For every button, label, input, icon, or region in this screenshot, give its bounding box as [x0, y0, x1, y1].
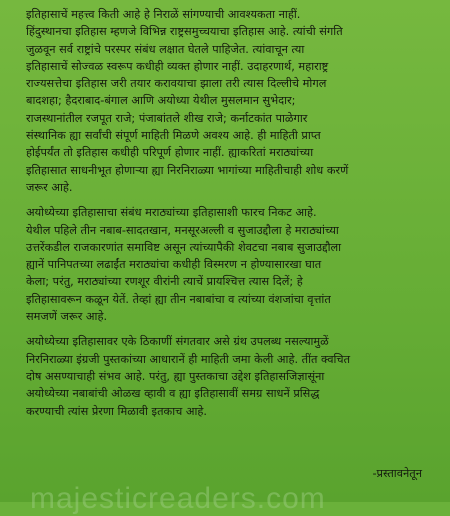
text-line: जरूर आहे. [26, 180, 73, 194]
text-line: केला; परंतु, मराठ्यांच्या रणशूर वीरांनी त्याचें प्रायश्चित्त त्यास दिलें; हे [26, 275, 303, 289]
text-line: राज्यसत्तेचा इतिहास जरी तयार करावयाचा झाला तरी त्यास दिल्लीचे मोगल [26, 77, 327, 91]
text-line: इतिहासाचें महत्त्व किती आहे हे निराळें सांगण्याची आवश्यकता नाहीं. [26, 8, 301, 21]
text-line: इतिहासाचें सोज्वळ स्वरूप कधीही व्यक्त होणार नाहीं. उदाहरणार्थ, महाराष्ट्र [26, 59, 329, 73]
text-line: जुळवून सर्व राष्ट्रांचे परस्पर संबंध लक्षात घेतले पाहिजेत. त्यांवाचून त्या [26, 42, 305, 56]
text-line: ह्यानें पानिपतच्या लढाईंत मराठ्यांचा कधीही विस्मरण न होण्यासारखा घात [26, 258, 322, 272]
text-line: अयोध्येच्या नबाबांची ओळख व्हावी व ह्या इतिहासावीं समग्र साधनें प्रसिद्ध [26, 387, 320, 401]
text-line: करण्याची त्यांस प्रेरणा मिळावी इतकाच आहे. [26, 404, 208, 418]
text-line: उत्तरेंकडील राजकारणांत समाविष्ट असून त्यांच्यापैकी शेवटचा नबाब सुजाउद्दौला [26, 240, 342, 254]
watermark: majesticreaders.com [30, 482, 326, 515]
text-line: निरनिराळ्या इंग्रजी पुस्तकांच्या आधारानें ही माहिती जमा केली आहे. तींत क्वचित [26, 352, 351, 366]
text-line: इतिहासावरून कळून येतें. तेव्हां ह्या तीन नबाबांचा व त्यांच्या वंशजांचा वृत्तांत [26, 292, 331, 306]
text-line: अयोध्येच्या इतिहासाचा संबंध मराठ्यांच्या इतिहासाशी फारच निकट आहे. [26, 206, 317, 220]
text-line: राजस्थानांतील रजपूत राजे; पंजाबांतले शीख राजे; कर्नाटकांत पाळेगार [26, 111, 308, 125]
text-line: संस्थानिक ह्या सर्वांची संपूर्ण माहिती मिळणे अवश्य आहे. ही माहिती प्राप्त [26, 129, 321, 143]
preface-text [26, 6, 436, 428]
text-line: येथील पहिले तीन नबाब-सादतखान, मनसूरअल्ली व सुजाउद्दौला हे मराठ्यांच्या [26, 223, 339, 237]
text-line: हिंदुस्थानचा इतिहास म्हणजे विभिन्न राष्ट्रसमुच्चयाचा इतिहास आहे. त्यांची संगति [26, 25, 343, 39]
text-line: होईपर्यंत तो इतिहास कधीही परिपूर्ण होणार नाहीं. ह्याकरितां मराठ्यांच्या [26, 146, 314, 160]
signature-preface: -प्रस्तावनेतून [372, 467, 422, 480]
paragraph-3 [26, 333, 436, 419]
paragraph-1 [26, 6, 436, 196]
text-line: समजणें जरूर आहे. [26, 310, 108, 324]
text-line: अयोध्येच्या इतिहासावर एके ठिकाणीं संगतवार असे ग्रंथ उपलब्ध नसल्यामुळें [26, 335, 329, 349]
paragraph-2 [26, 204, 436, 325]
text-line: इतिहासात साधनीभूत होणाऱ्या ह्या निरनिराळ्या भागांच्या माहितीचाही शोध करणें [26, 163, 349, 177]
text-line: बादशहा; हैदराबाद-बंगाल आणि अयोध्या येथील मुसलमान सुभेदार; [26, 94, 296, 108]
text-line: दोष असण्याचाही संभव आहे. परंतु, ह्या पुस्तकाचा उद्देश इतिहासजिज्ञासूंना [26, 369, 325, 383]
